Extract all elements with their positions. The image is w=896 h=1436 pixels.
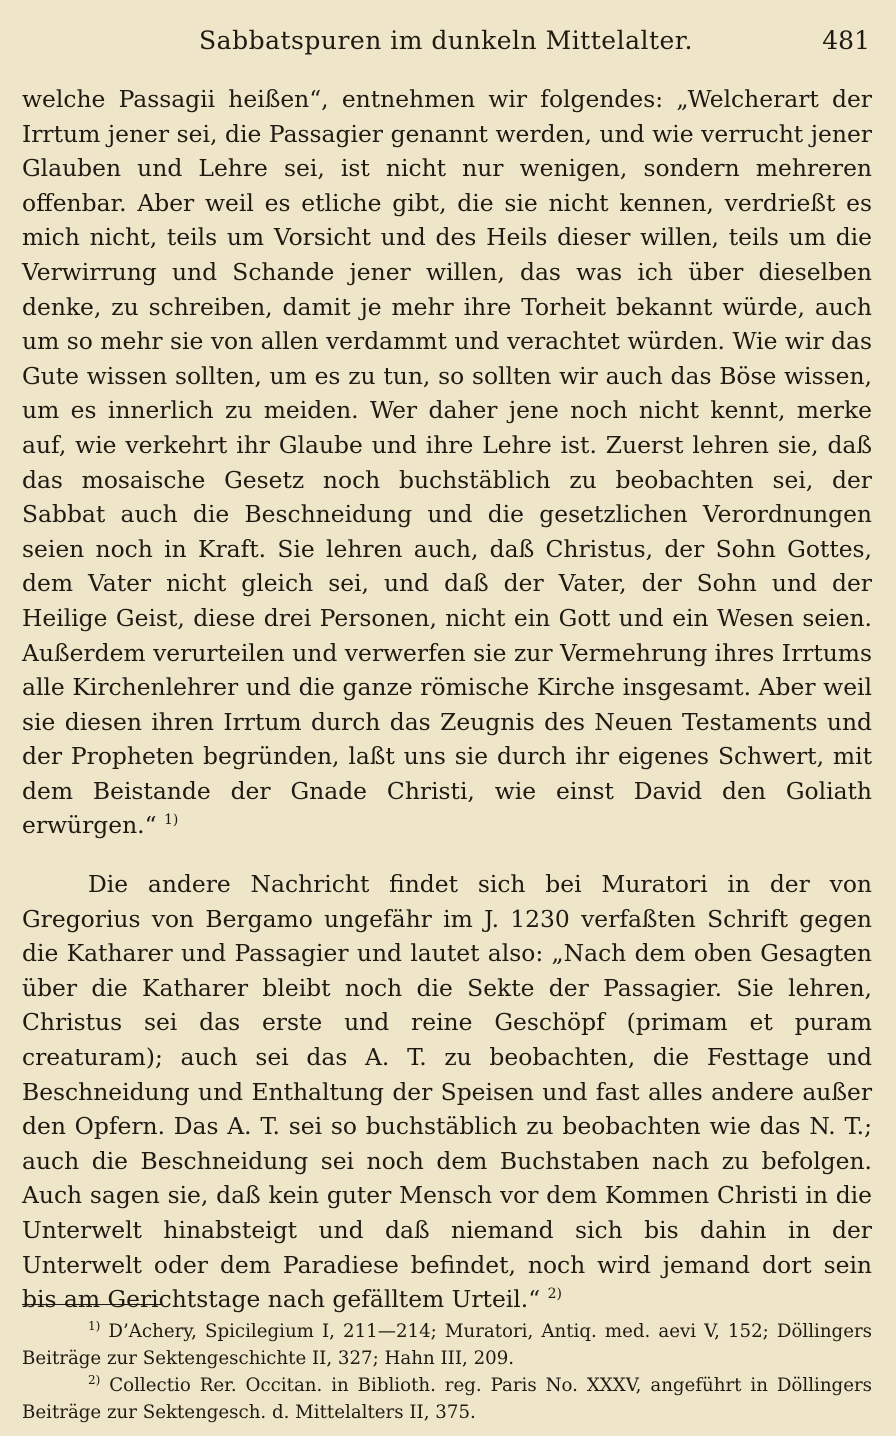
footnote-2-marker: 2) xyxy=(88,1372,101,1387)
paragraph-2 xyxy=(22,867,872,1317)
footnote-2-text: Collectio Rer. Occitan. in Biblioth. reg. Paris No. XXXV, angeführt in Döllingers Beiträge zur Sektengesch. d. Mittelalters II, 375. xyxy=(22,1375,872,1423)
footnote-1 xyxy=(22,1318,872,1372)
page-header xyxy=(22,20,870,60)
footnote-2 xyxy=(22,1372,872,1426)
paragraph-1 xyxy=(22,82,872,843)
footnote-1-text: D’Achery, Spicilegium I, 211—214; Muratori, Antiq. med. aevi V, 152; Döllingers Beiträge zur Sektengeschichte II, 327; Hahn III, 209. xyxy=(22,1321,872,1369)
running-title: Sabbatspuren im dunkeln Mittelalter. xyxy=(199,26,693,55)
paragraph-1-text: welche Passagii heißen“, entnehmen wir folgendes: „Welcherart der Irrtum jener sei, die Passagier genannt werden, und wie verrucht jener Glauben und Lehre sei, ist nicht nur wenigen, sondern mehreren offenbar. Aber weil es etliche gibt, die sie nicht kennen, verdrießt es mich nicht, teils um Vorsicht und des Heils dieser willen, teils um die Verwirrung und Schande jener willen, das was ich über dieselben denke, zu schreiben, damit je mehr ihre Torheit bekannt würde, auch um so mehr sie von allen verdammt und verachtet würden. Wie wir das Gute wissen sollten, um es zu tun, so sollten wir auch das Böse wissen, um es innerlich zu meiden. Wer daher jene noch nicht kennt, merke auf, wie verkehrt ihr Glaube und ihre Lehre ist. Zuerst lehren sie, daß das mosaische Gesetz noch buchstäblich zu beobachten sei, der Sabbat auch die Beschneidung und die gesetzlichen Verordnungen seien noch in Kraft. Sie lehren auch, daß Christus, der Sohn Gottes, dem Vater nicht gleich sei, und daß der Vater, der Sohn und der Heilige Geist, diese drei Personen, nicht ein Gott und ein Wesen seien. Außerdem verurteilen und verwerfen sie zur Vermehrung ihres Irrtums alle Kirchenlehrer und die ganze römische Kirche insgesamt. Aber weil sie diesen ihren Irrtum durch das Zeugnis des Neuen Testaments und der Propheten begründen, laßt uns sie durch ihr eigenes Schwert, mit dem Beistande der Gnade Christi, wie einst David den Goliath erwürgen.“ xyxy=(22,85,872,840)
footnote-ref-1: 1) xyxy=(164,812,179,829)
footnote-divider xyxy=(22,1304,162,1305)
paragraph-2-text: Die andere Nachricht findet sich bei Muratori in der von Gregorius von Bergamo ungefähr im J. 1230 verfaßten Schrift gegen die Katharer und Passagier und lautet also: „Nach dem oben Gesagten über die Katharer bleibt noch die Sekte der Passagier. Sie lehren, Christus sei das erste und reine Geschöpf (primam et puram creaturam); auch sei das A. T. zu beobachten, die Festtage und Beschneidung und Enthaltung der Speisen und fast alles andere außer den Opfern. Das A. T. sei so buchstäblich zu beobachten wie das N. T.; auch die Beschneidung sei noch dem Buchstaben nach zu befolgen. Auch sagen sie, daß kein guter Mensch vor dem Kommen Christi in die Unterwelt hinabsteigt und daß niemand sich bis dahin in der Unterwelt oder dem Paradiese befindet, noch wird jemand dort sein bis am Gerichtstage nach gefälltem Urteil.“ xyxy=(22,870,872,1314)
page-number: 481 xyxy=(822,26,870,55)
footnote-ref-2: 2) xyxy=(547,1286,562,1303)
footnote-1-marker: 1) xyxy=(88,1318,101,1333)
footnotes xyxy=(22,1318,872,1426)
body-text xyxy=(22,82,872,1317)
